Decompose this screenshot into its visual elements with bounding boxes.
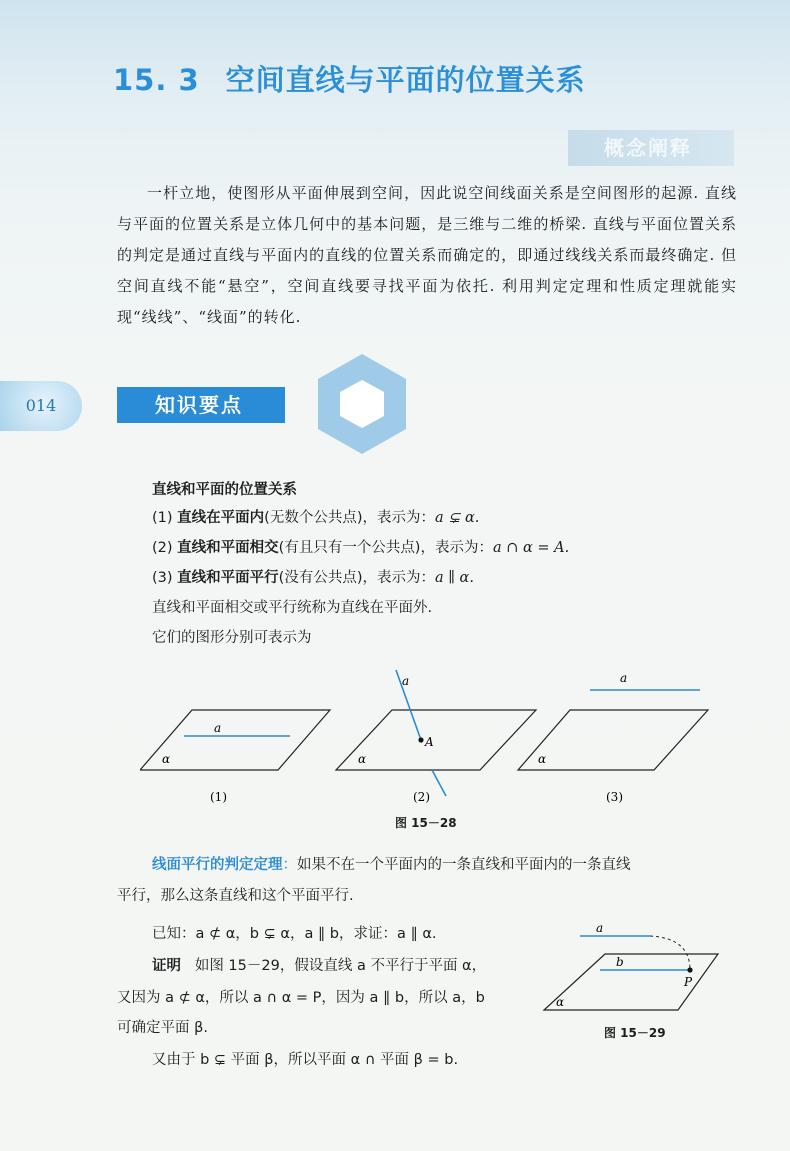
figure-15-29 [540,918,735,1018]
section-title-text: 空间直线与平面的位置关系 [225,63,586,97]
item-3-desc: (没有公共点)，表示为： [278,570,435,586]
fig3-label-a: a [620,671,628,685]
hexagon-decoration-icon [314,352,410,456]
section-number: 15. 3 [113,63,200,97]
item-1-term: 直线在平面内 [177,510,265,526]
theorem-line-2: 平行，那么这条直线和这个平面平行. [117,888,354,904]
knowledge-item-1 [152,506,479,527]
knowledge-item-3 [152,566,474,587]
item-3-term: 直线和平面平行 [177,570,279,586]
knowledge-heading: 知识要点 [117,387,285,423]
knowledge-item-2 [152,536,569,557]
knowledge-subheading: 直线和平面的位置关系 [152,482,297,498]
fig2-label-alpha: α [358,752,367,766]
fig2-label-A: A [425,735,434,749]
proof-line-3: 可确定平面 β. [117,1020,208,1036]
theorem-colon: ： [282,857,297,873]
fig1-caption: (1) [210,790,227,804]
knowledge-note-2: 它们的图形分别可表示为 [152,630,312,646]
fig29-label-a: a [596,921,604,935]
theorem-text-1: 如果不在一个平面内的一条直线和平面内的一条直线 [297,857,631,873]
fig3-plane [518,710,708,770]
fig29-label-alpha: α [556,995,565,1009]
item-2-term: 直线和平面相交 [177,540,279,556]
proof-given: 已知：a ⊄ α，b ⊊ α，a ∥ b，求证：a ∥ α. [152,926,437,942]
figure-15-29-caption: 图 15－29 [604,1026,666,1040]
theorem-name: 线面平行的判定定理 [152,857,283,873]
proof-line-1-text: 如图 15－29，假设直线 a 不平行于平面 α， [194,958,487,974]
fig3-caption: (3) [606,790,623,804]
proof-label: 证明 [152,958,181,974]
section-title [113,58,586,99]
item-1-desc: (无数个公共点)，表示为： [264,510,435,526]
figure-15-28 [140,660,720,835]
intro-paragraph: 一杆立地，使图形从平面伸展到空间，因此说空间线面关系是空间图形的起源. 直线与平面的位置关系是立体几何中的基本问题，是三维与二维的桥梁. 直线与平面位置关系的判定是通过直线与平面内的直线的位置关系而确定的，即通过线线关系而最终确定. 但空间直线不能“悬空”，空间直线要寻找平面为依托. 利用判定定理和性质定理就能实现“线线”、“线面”的转化. [117,184,737,326]
item-1-math: a ⊊ α. [434,510,480,526]
fig1-label-a: a [214,721,222,735]
fig2-line-lower [432,770,446,796]
fig3-label-alpha: α [538,752,547,766]
fig2-label-a: a [402,674,410,688]
fig29-label-b: b [616,955,624,969]
knowledge-note-1: 直线和平面相交或平行统称为直线在平面外. [152,600,433,616]
item-3-prefix: (3) [152,570,178,586]
item-3-math: a ∥ α. [434,570,474,586]
proof-line-1 [152,954,486,975]
page-number: 014 [0,381,82,431]
item-1-prefix: (1) [152,510,178,526]
fig29-point-P [687,967,692,972]
fig2-point-A [418,737,423,742]
proof-line-2: 又因为 a ⊄ α，所以 a ∩ α = P，因为 a ∥ b，所以 a，b [117,990,485,1006]
fig1-label-alpha: α [162,752,171,766]
item-2-math: a ∩ α = A. [492,540,570,556]
figure-15-28-caption: 图 15－28 [395,816,457,830]
fig2-caption: (2) [413,790,430,804]
item-2-prefix: (2) [152,540,178,556]
item-2-desc: (有且只有一个公共点)，表示为： [278,540,493,556]
fig29-dashed-extension [650,936,690,970]
proof-line-4: 又由于 b ⊊ 平面 β，所以平面 α ∩ 平面 β = b. [152,1052,459,1068]
theorem-line-1 [152,853,631,874]
concept-badge: 概念阐释 [568,130,734,166]
fig29-label-P: P [684,975,693,989]
